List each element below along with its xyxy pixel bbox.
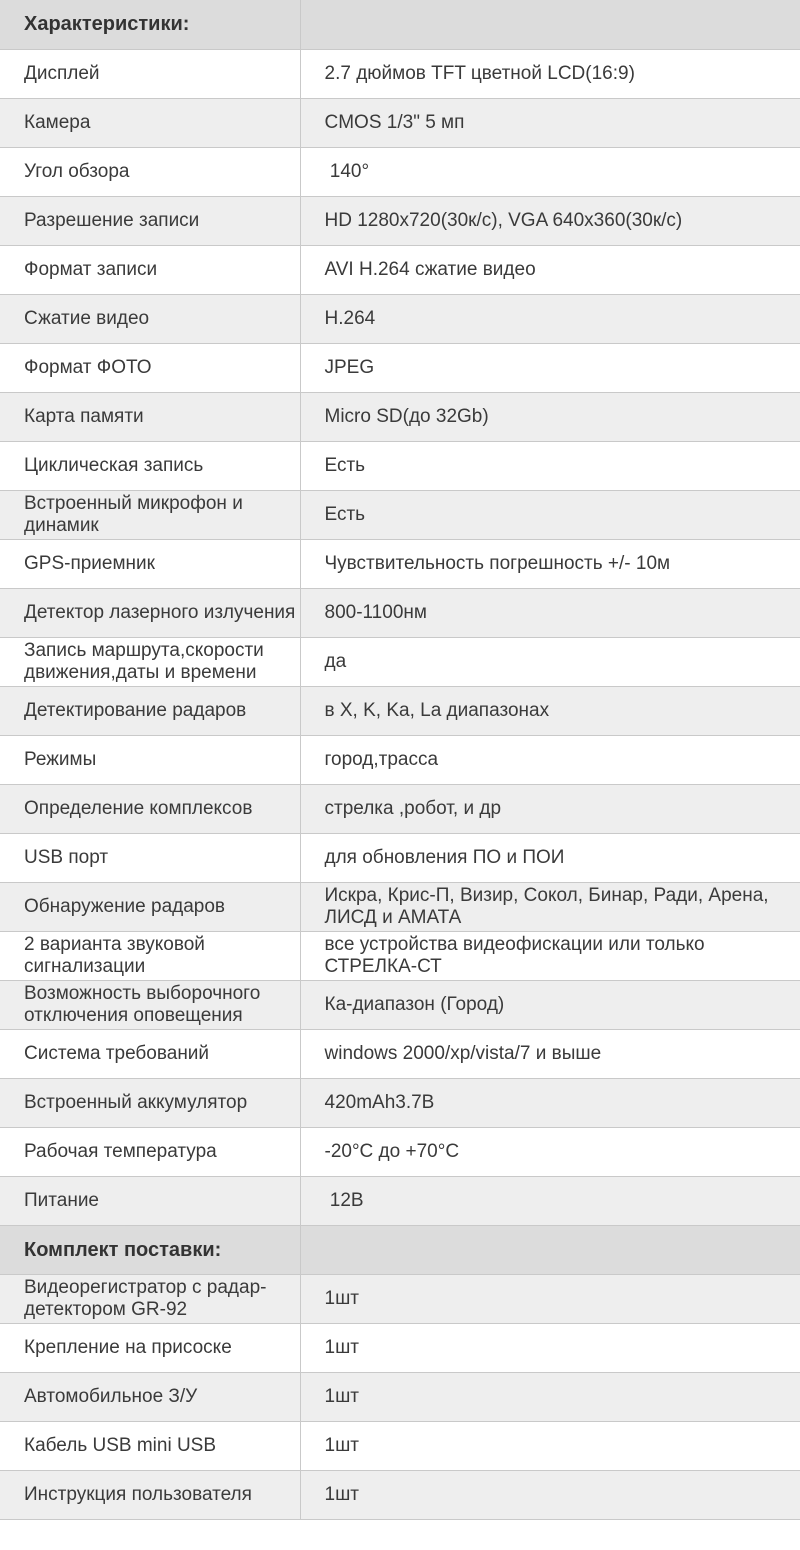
package-item-qty: 1шт	[300, 1372, 800, 1421]
spec-label: GPS-приемник	[0, 539, 300, 588]
spec-label: Угол обзора	[0, 147, 300, 196]
spec-value: Micro SD(до 32Gb)	[300, 392, 800, 441]
spec-value: HD 1280x720(30к/с), VGA 640x360(30к/с)	[300, 196, 800, 245]
spec-value: CMOS 1/3" 5 мп	[300, 98, 800, 147]
spec-label: Встроенный аккумулятор	[0, 1078, 300, 1127]
spec-value: 420mAh3.7В	[300, 1078, 800, 1127]
table-row	[0, 1127, 800, 1176]
package-item-label: Видеорегистратор с радар-детектором GR-92	[0, 1274, 300, 1323]
table-row	[0, 980, 800, 1029]
section-header-blank	[300, 0, 800, 49]
table-row	[0, 245, 800, 294]
package-item-qty: 1шт	[300, 1421, 800, 1470]
spec-label: Обнаружение радаров	[0, 882, 300, 931]
spec-value: в X, K, Ka, La диапазонах	[300, 686, 800, 735]
package-item-qty: 1шт	[300, 1274, 800, 1323]
table-row	[0, 1470, 800, 1519]
spec-value: 12В	[300, 1176, 800, 1225]
spec-label: Возможность выборочного отключения оповещения	[0, 980, 300, 1029]
spec-label: Детектор лазерного излучения	[0, 588, 300, 637]
table-row	[0, 1421, 800, 1470]
section-header-package	[0, 1225, 800, 1274]
package-item-label: Крепление на присоске	[0, 1323, 300, 1372]
spec-value: Есть	[300, 441, 800, 490]
spec-value: стрелка ,робот, и др	[300, 784, 800, 833]
package-item-label: Автомобильное З/У	[0, 1372, 300, 1421]
spec-value: 140°	[300, 147, 800, 196]
spec-label: USB порт	[0, 833, 300, 882]
spec-label: Определение комплексов	[0, 784, 300, 833]
spec-value: 800-1100нм	[300, 588, 800, 637]
table-row	[0, 294, 800, 343]
section-title-specs: Характеристики:	[0, 0, 300, 49]
table-row	[0, 882, 800, 931]
table-row	[0, 1372, 800, 1421]
table-row	[0, 686, 800, 735]
spec-value: windows 2000/xp/vista/7 и выше	[300, 1029, 800, 1078]
spec-label: Сжатие видео	[0, 294, 300, 343]
spec-label: Разрешение записи	[0, 196, 300, 245]
package-item-qty: 1шт	[300, 1470, 800, 1519]
spec-value: Ка-диапазон (Город)	[300, 980, 800, 1029]
table-row	[0, 392, 800, 441]
table-row	[0, 1274, 800, 1323]
table-row	[0, 98, 800, 147]
section-header-specs	[0, 0, 800, 49]
table-row	[0, 441, 800, 490]
spec-value: город,трасса	[300, 735, 800, 784]
spec-value: AVI H.264 сжатие видео	[300, 245, 800, 294]
package-item-label: Кабель USB mini USB	[0, 1421, 300, 1470]
spec-label: Формат ФОТО	[0, 343, 300, 392]
table-row	[0, 735, 800, 784]
table-row	[0, 1323, 800, 1372]
spec-value: Чувствительность погрешность +/- 10м	[300, 539, 800, 588]
spec-label: Камера	[0, 98, 300, 147]
spec-label: Питание	[0, 1176, 300, 1225]
spec-value: H.264	[300, 294, 800, 343]
spec-value: -20°C до +70°C	[300, 1127, 800, 1176]
table-row	[0, 833, 800, 882]
spec-label: Запись маршрута,скорости движения,даты и времени	[0, 637, 300, 686]
spec-label: Формат записи	[0, 245, 300, 294]
table-row	[0, 343, 800, 392]
spec-value: 2.7 дюймов TFT цветной LCD(16:9)	[300, 49, 800, 98]
table-row	[0, 784, 800, 833]
section-title-package: Комплект поставки:	[0, 1225, 300, 1274]
spec-label: Система требований	[0, 1029, 300, 1078]
table-row	[0, 1029, 800, 1078]
spec-label: Рабочая температура	[0, 1127, 300, 1176]
table-row	[0, 1176, 800, 1225]
table-row	[0, 588, 800, 637]
spec-value: JPEG	[300, 343, 800, 392]
spec-label: Режимы	[0, 735, 300, 784]
table-row	[0, 931, 800, 980]
section-header-blank	[300, 1225, 800, 1274]
table-row	[0, 49, 800, 98]
spec-label: Детектирование радаров	[0, 686, 300, 735]
table-row	[0, 637, 800, 686]
spec-label: Встроенный микрофон и динамик	[0, 490, 300, 539]
spec-value: все устройства видеофискации или только СТРЕЛКА-СТ	[300, 931, 800, 980]
package-item-qty: 1шт	[300, 1323, 800, 1372]
spec-label: Дисплей	[0, 49, 300, 98]
table-row	[0, 539, 800, 588]
spec-label: 2 варианта звуковой сигнализации	[0, 931, 300, 980]
spec-value: Есть	[300, 490, 800, 539]
spec-label: Карта памяти	[0, 392, 300, 441]
spec-value: да	[300, 637, 800, 686]
spec-value: Искра, Крис-П, Визир, Сокол, Бинар, Ради, Арена, ЛИСД и АМАТА	[300, 882, 800, 931]
package-item-label: Инструкция пользователя	[0, 1470, 300, 1519]
spec-value: для обновления ПО и ПОИ	[300, 833, 800, 882]
table-row	[0, 490, 800, 539]
table-row	[0, 147, 800, 196]
spec-label: Циклическая запись	[0, 441, 300, 490]
table-row	[0, 1078, 800, 1127]
table-row	[0, 196, 800, 245]
